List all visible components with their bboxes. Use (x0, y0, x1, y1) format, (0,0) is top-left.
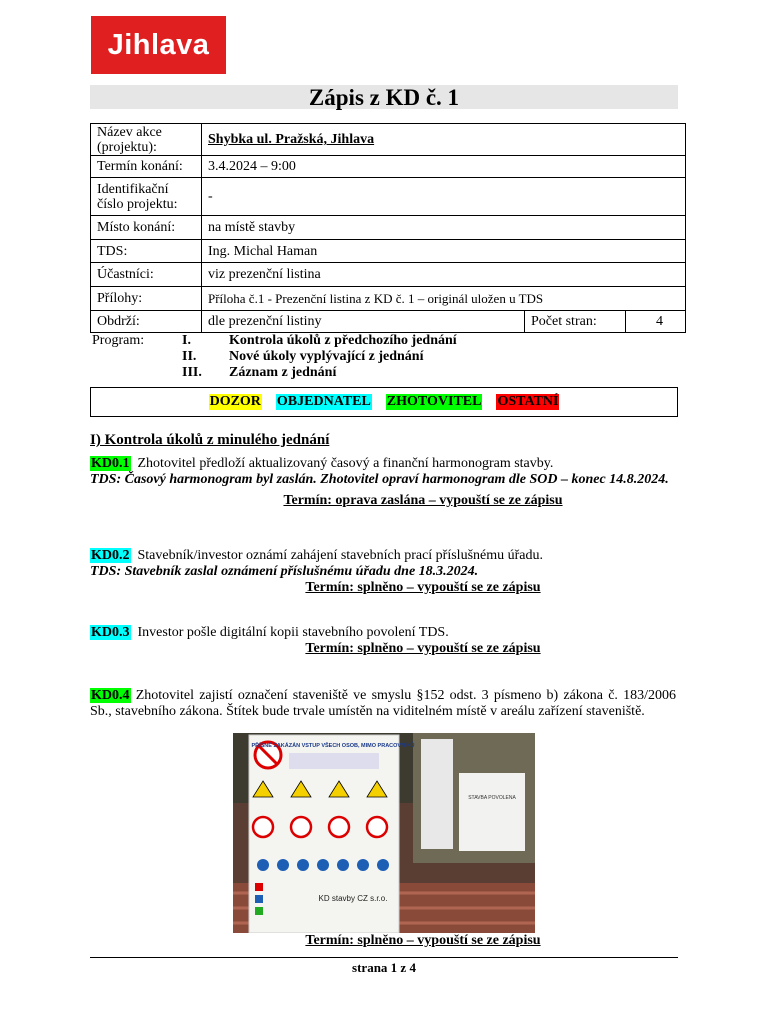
program-num: II. (182, 349, 197, 364)
task-text: Zhotovitel předloží aktualizovaný časový a finanční harmonogram stavby. (137, 456, 554, 471)
site-sign-photo (233, 733, 535, 933)
tds-note: TDS: Časový harmonogram byl zaslán. Zhotovitel opraví harmonogram dle SOD – konec 14.8.2024. (90, 472, 669, 487)
sign-company: KD stavby CZ s.r.o. (318, 894, 388, 903)
task-item (90, 548, 676, 596)
task-tag: KD0.3 (91, 625, 130, 640)
task-term: Termín: oprava zaslána – vypouští se ze zápisu (283, 493, 563, 508)
page-title: Zápis z KD č. 1 (90, 85, 678, 109)
task-term: Termín: splněno – vypouští se ze zápisu (305, 933, 541, 948)
program-num: III. (182, 365, 202, 380)
ident-value: - (202, 178, 686, 216)
misto-label: Místo konání: (91, 216, 202, 240)
ucastnici-value: viz prezenční listina (202, 263, 686, 287)
program-item: Kontrola úkolů z předchozího jednání (229, 333, 457, 348)
site-photo-svg (233, 733, 535, 933)
program-item: Záznam z jednání (229, 365, 337, 380)
program-item: Nové úkoly vyplývající z jednání (229, 349, 424, 364)
footer-divider (90, 957, 678, 958)
termin-label: Termín konání: (91, 156, 202, 178)
task-item (90, 688, 676, 720)
role-legend (90, 387, 678, 417)
task-text: Stavebník/investor oznámí zahájení stavebních prací příslušnému úřadu. (137, 548, 543, 563)
ucastnici-label: Účastníci: (91, 263, 202, 287)
program-label: Program: (92, 333, 145, 348)
task-text: Investor pošle digitální kopii stavebního povolení TDS. (137, 625, 449, 640)
prilohy-value: Příloha č.1 - Prezenční listina z KD č. 1 – originál uložen u TDS (202, 287, 686, 311)
page-number: strana 1 z 4 (352, 960, 416, 975)
prilohy-label: Přílohy: (91, 287, 202, 311)
task-tag: KD0.1 (91, 456, 130, 471)
obdrzi-label: Obdrží: (91, 311, 202, 333)
task-tag: KD0.4 (91, 688, 130, 703)
tds-value: Ing. Michal Haman (202, 240, 686, 263)
task-term: Termín: splněno – vypouští se ze zápisu (305, 580, 541, 595)
tds-label: TDS: (91, 240, 202, 263)
task-text: Zhotovitel zajistí označení staveniště ve smyslu §152 odst. 3 písmeno b) zákona č. 183/2006 Sb., stavebního zákona. Štítek bude trvale umístěn na viditelném místě v areálu zařízení staveniště. (90, 688, 677, 719)
task-item (90, 933, 676, 949)
obdrzi-value: dle prezenční listiny (202, 311, 525, 333)
nazev-label: Název akce (projektu): (91, 124, 202, 156)
program-num: I. (182, 333, 191, 348)
legend-ostatni: OSTATNÍ (497, 394, 559, 409)
task-item (90, 456, 676, 509)
sign-header-1: PŘÍSNĚ ZAKÁZÁN VSTUP VŠECH OSOB, MIMO PRACOVNÍKŮ (251, 743, 415, 749)
task-item (90, 625, 676, 657)
info-table (90, 123, 686, 333)
legend-objednatel: OBJEDNATEL (276, 394, 371, 409)
misto-value: na místě stavby (202, 216, 686, 240)
pocet-label: Počet stran: (525, 311, 626, 333)
pocet-value: 4 (626, 311, 686, 333)
legend-dozor: DOZOR (209, 394, 261, 409)
termin-value: 3.4.2024 – 9:00 (202, 156, 686, 178)
permit-title: STAVBA POVOLENA (468, 795, 516, 801)
city-logo: Jihlava (91, 16, 226, 74)
tds-note: TDS: Stavebník zaslal oznámení příslušnému úřadu dne 18.3.2024. (90, 564, 479, 579)
task-term: Termín: splněno – vypouští se ze zápisu (305, 641, 541, 656)
legend-zhotovitel: ZHOTOVITEL (386, 394, 482, 409)
nazev-value: Shybka ul. Pražská, Jihlava (202, 124, 686, 156)
task-tag: KD0.2 (91, 548, 130, 563)
ident-label: Identifikační číslo projektu: (91, 178, 202, 216)
section-heading: I) Kontrola úkolů z minulého jednání (90, 432, 330, 448)
